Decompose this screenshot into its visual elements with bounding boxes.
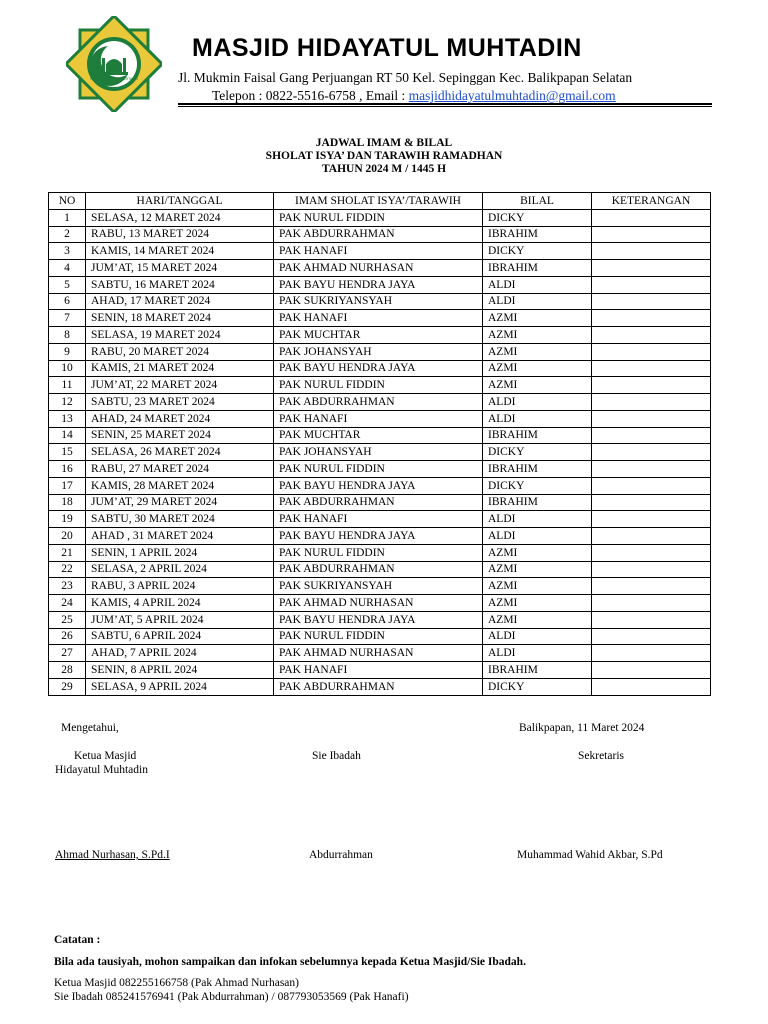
row-date: SABTU, 23 MARET 2024: [86, 394, 274, 411]
row-notes: [592, 444, 711, 461]
row-notes: [592, 293, 711, 310]
row-date: SELASA, 12 MARET 2024: [86, 209, 274, 226]
row-number: 9: [49, 343, 86, 360]
row-bilal: AZMI: [483, 343, 592, 360]
row-bilal: ALDI: [483, 528, 592, 545]
org-contact: [212, 88, 616, 104]
row-notes: [592, 327, 711, 344]
row-bilal: DICKY: [483, 209, 592, 226]
row-notes: [592, 209, 711, 226]
doc-title-line1: JADWAL IMAM & BILAL: [315, 137, 453, 149]
row-bilal: AZMI: [483, 360, 592, 377]
table-row: [49, 260, 711, 277]
table-row: [49, 662, 711, 679]
row-notes: [592, 595, 711, 612]
row-bilal: ALDI: [483, 410, 592, 427]
table-header-row: [49, 193, 711, 210]
row-bilal: ALDI: [483, 628, 592, 645]
phone-text: Telepon : 0822-5516-6758 , Email :: [212, 88, 409, 103]
row-date: SENIN, 18 MARET 2024: [86, 310, 274, 327]
header-col-imam: IMAM SHOLAT ISYA’/TARAWIH: [274, 193, 483, 210]
row-imam: PAK SUKRIYANSYAH: [274, 293, 483, 310]
row-imam: PAK ABDURRAHMAN: [274, 494, 483, 511]
row-imam: PAK MUCHTAR: [274, 427, 483, 444]
role-secretary: Sekretaris: [578, 750, 624, 762]
row-bilal: ALDI: [483, 293, 592, 310]
table-row: [49, 394, 711, 411]
role-worship-section: Sie Ibadah: [312, 750, 361, 762]
table-row: [49, 628, 711, 645]
table-row: [49, 243, 711, 260]
table-row: [49, 293, 711, 310]
schedule-table: [48, 192, 711, 696]
row-number: 27: [49, 645, 86, 662]
row-bilal: AZMI: [483, 377, 592, 394]
row-imam: PAK NURUL FIDDIN: [274, 544, 483, 561]
header-col-no: NO: [49, 193, 86, 210]
signatory-secretary: Muhammad Wahid Akbar, S.Pd: [517, 849, 663, 861]
table-row: [49, 528, 711, 545]
row-imam: PAK JOHANSYAH: [274, 343, 483, 360]
row-number: 18: [49, 494, 86, 511]
row-number: 10: [49, 360, 86, 377]
notes-contact-worship: Sie Ibadah 085241576941 (Pak Abdurrahman) / 087793053569 (Pak Hanafi): [54, 991, 409, 1003]
row-imam: PAK ABDURRAHMAN: [274, 226, 483, 243]
row-notes: [592, 276, 711, 293]
row-imam: PAK NURUL FIDDIN: [274, 377, 483, 394]
row-imam: PAK AHMAD NURHASAN: [274, 645, 483, 662]
table-row: [49, 544, 711, 561]
row-number: 24: [49, 595, 86, 612]
row-notes: [592, 561, 711, 578]
header-divider: [178, 103, 712, 105]
row-date: JUM’AT, 29 MARET 2024: [86, 494, 274, 511]
row-bilal: ALDI: [483, 511, 592, 528]
row-imam: PAK ABDURRAHMAN: [274, 394, 483, 411]
row-date: SELASA, 26 MARET 2024: [86, 444, 274, 461]
row-bilal: DICKY: [483, 477, 592, 494]
row-bilal: AZMI: [483, 595, 592, 612]
row-date: AHAD , 31 MARET 2024: [86, 528, 274, 545]
table-row: [49, 327, 711, 344]
row-number: 2: [49, 226, 86, 243]
table-row: [49, 209, 711, 226]
row-bilal: IBRAHIM: [483, 461, 592, 478]
row-imam: PAK HANAFI: [274, 310, 483, 327]
row-date: SABTU, 6 APRIL 2024: [86, 628, 274, 645]
email-link[interactable]: masjidhidayatulmuhtadin@gmail.com: [408, 88, 616, 103]
row-imam: PAK JOHANSYAH: [274, 444, 483, 461]
row-number: 7: [49, 310, 86, 327]
place-date: Balikpapan, 11 Maret 2024: [519, 722, 645, 734]
table-body: [49, 209, 711, 695]
notes-body: Bila ada tausiyah, mohon sampaikan dan infokan sebelumnya kepada Ketua Masjid/Sie Ibadah.: [54, 956, 526, 968]
row-date: RABU, 20 MARET 2024: [86, 343, 274, 360]
row-bilal: ALDI: [483, 394, 592, 411]
row-notes: [592, 662, 711, 679]
row-bilal: DICKY: [483, 678, 592, 695]
row-number: 29: [49, 678, 86, 695]
header-col-bilal: BILAL: [483, 193, 592, 210]
table-row: [49, 678, 711, 695]
row-imam: PAK NURUL FIDDIN: [274, 209, 483, 226]
row-date: SELASA, 9 APRIL 2024: [86, 678, 274, 695]
row-number: 14: [49, 427, 86, 444]
row-number: 1: [49, 209, 86, 226]
row-date: SENIN, 25 MARET 2024: [86, 427, 274, 444]
row-number: 15: [49, 444, 86, 461]
row-imam: PAK AHMAD NURHASAN: [274, 595, 483, 612]
org-name: MASJID HIDAYATUL MUHTADIN: [192, 34, 582, 62]
row-notes: [592, 528, 711, 545]
row-imam: PAK NURUL FIDDIN: [274, 461, 483, 478]
row-number: 6: [49, 293, 86, 310]
row-number: 22: [49, 561, 86, 578]
row-imam: PAK AHMAD NURHASAN: [274, 260, 483, 277]
notes-heading: Catatan :: [54, 934, 101, 946]
row-bilal: IBRAHIM: [483, 260, 592, 277]
doc-title-line3: TAHUN 2024 M / 1445 H: [321, 163, 447, 175]
row-date: RABU, 27 MARET 2024: [86, 461, 274, 478]
row-bilal: AZMI: [483, 561, 592, 578]
row-number: 26: [49, 628, 86, 645]
row-bilal: IBRAHIM: [483, 226, 592, 243]
table-row: [49, 444, 711, 461]
table-row: [49, 427, 711, 444]
row-date: JUM’AT, 22 MARET 2024: [86, 377, 274, 394]
row-imam: PAK BAYU HENDRA JAYA: [274, 528, 483, 545]
row-date: SENIN, 1 APRIL 2024: [86, 544, 274, 561]
header-col-date: HARI/TANGGAL: [86, 193, 274, 210]
row-notes: [592, 427, 711, 444]
row-number: 13: [49, 410, 86, 427]
row-notes: [592, 494, 711, 511]
row-notes: [592, 260, 711, 277]
row-imam: PAK BAYU HENDRA JAYA: [274, 611, 483, 628]
row-imam: PAK HANAFI: [274, 662, 483, 679]
row-bilal: AZMI: [483, 544, 592, 561]
table-row: [49, 310, 711, 327]
org-address: Jl. Mukmin Faisal Gang Perjuangan RT 50 Kel. Sepinggan Kec. Balikpapan Selatan: [178, 70, 633, 85]
row-number: 20: [49, 528, 86, 545]
row-notes: [592, 645, 711, 662]
row-imam: PAK BAYU HENDRA JAYA: [274, 276, 483, 293]
row-date: SELASA, 19 MARET 2024: [86, 327, 274, 344]
row-date: JUM’AT, 15 MARET 2024: [86, 260, 274, 277]
row-date: KAMIS, 28 MARET 2024: [86, 477, 274, 494]
row-date: JUM’AT, 5 APRIL 2024: [86, 611, 274, 628]
table-row: [49, 276, 711, 293]
row-bilal: AZMI: [483, 327, 592, 344]
acknowledged-label: Mengetahui,: [61, 722, 119, 734]
row-notes: [592, 461, 711, 478]
row-date: KAMIS, 4 APRIL 2024: [86, 595, 274, 612]
row-bilal: AZMI: [483, 310, 592, 327]
row-imam: PAK NURUL FIDDIN: [274, 628, 483, 645]
row-date: SENIN, 8 APRIL 2024: [86, 662, 274, 679]
table-row: [49, 561, 711, 578]
row-notes: [592, 310, 711, 327]
table-row: [49, 578, 711, 595]
row-bilal: ALDI: [483, 276, 592, 293]
row-number: 17: [49, 477, 86, 494]
row-imam: PAK BAYU HENDRA JAYA: [274, 477, 483, 494]
row-bilal: IBRAHIM: [483, 427, 592, 444]
row-notes: [592, 243, 711, 260]
row-imam: PAK SUKRIYANSYAH: [274, 578, 483, 595]
table-row: [49, 477, 711, 494]
row-bilal: DICKY: [483, 444, 592, 461]
row-imam: PAK MUCHTAR: [274, 327, 483, 344]
row-number: 19: [49, 511, 86, 528]
mosque-logo-icon: [66, 16, 162, 112]
table-row: [49, 511, 711, 528]
row-notes: [592, 578, 711, 595]
row-notes: [592, 343, 711, 360]
row-notes: [592, 678, 711, 695]
row-date: SABTU, 30 MARET 2024: [86, 511, 274, 528]
row-number: 3: [49, 243, 86, 260]
table-row: [49, 461, 711, 478]
table-row: [49, 611, 711, 628]
row-imam: PAK ABDURRAHMAN: [274, 561, 483, 578]
row-imam: PAK BAYU HENDRA JAYA: [274, 360, 483, 377]
row-notes: [592, 360, 711, 377]
doc-title-line2: SHOLAT ISYA’ DAN TARAWIH RAMADHAN: [265, 150, 503, 162]
table-row: [49, 377, 711, 394]
row-number: 11: [49, 377, 86, 394]
row-date: KAMIS, 21 MARET 2024: [86, 360, 274, 377]
row-bilal: ALDI: [483, 645, 592, 662]
table-row: [49, 595, 711, 612]
row-number: 21: [49, 544, 86, 561]
table-row: [49, 226, 711, 243]
signatory-chairman: Ahmad Nurhasan, S.Pd.I: [55, 849, 170, 861]
role-chairman: Ketua Masjid: [74, 750, 137, 762]
header-divider-thin: [178, 106, 712, 107]
notes-contact-chairman: Ketua Masjid 082255166758 (Pak Ahmad Nurhasan): [54, 977, 299, 989]
row-notes: [592, 628, 711, 645]
row-notes: [592, 477, 711, 494]
row-notes: [592, 544, 711, 561]
row-notes: [592, 377, 711, 394]
header-col-notes: KETERANGAN: [592, 193, 711, 210]
row-number: 16: [49, 461, 86, 478]
row-bilal: DICKY: [483, 243, 592, 260]
row-notes: [592, 226, 711, 243]
row-notes: [592, 611, 711, 628]
table-row: [49, 360, 711, 377]
signatory-worship-section: Abdurrahman: [309, 849, 373, 861]
row-date: AHAD, 17 MARET 2024: [86, 293, 274, 310]
table-row: [49, 410, 711, 427]
row-date: RABU, 13 MARET 2024: [86, 226, 274, 243]
row-notes: [592, 511, 711, 528]
row-number: 4: [49, 260, 86, 277]
row-date: AHAD, 7 APRIL 2024: [86, 645, 274, 662]
row-date: SELASA, 2 APRIL 2024: [86, 561, 274, 578]
row-imam: PAK HANAFI: [274, 511, 483, 528]
table-row: [49, 645, 711, 662]
row-date: KAMIS, 14 MARET 2024: [86, 243, 274, 260]
row-date: RABU, 3 APRIL 2024: [86, 578, 274, 595]
row-number: 5: [49, 276, 86, 293]
row-bilal: IBRAHIM: [483, 662, 592, 679]
row-bilal: AZMI: [483, 578, 592, 595]
row-date: AHAD, 24 MARET 2024: [86, 410, 274, 427]
row-number: 8: [49, 327, 86, 344]
table-row: [49, 494, 711, 511]
row-imam: PAK HANAFI: [274, 243, 483, 260]
row-number: 28: [49, 662, 86, 679]
row-notes: [592, 410, 711, 427]
row-date: SABTU, 16 MARET 2024: [86, 276, 274, 293]
role-chairman-org: Hidayatul Muhtadin: [55, 764, 148, 776]
logo-text: MASJID HIDAYATUL MUHTADIN: [90, 77, 138, 81]
row-number: 25: [49, 611, 86, 628]
row-imam: PAK ABDURRAHMAN: [274, 678, 483, 695]
row-bilal: AZMI: [483, 611, 592, 628]
table-row: [49, 343, 711, 360]
row-notes: [592, 394, 711, 411]
row-imam: PAK HANAFI: [274, 410, 483, 427]
row-number: 23: [49, 578, 86, 595]
row-bilal: IBRAHIM: [483, 494, 592, 511]
row-number: 12: [49, 394, 86, 411]
